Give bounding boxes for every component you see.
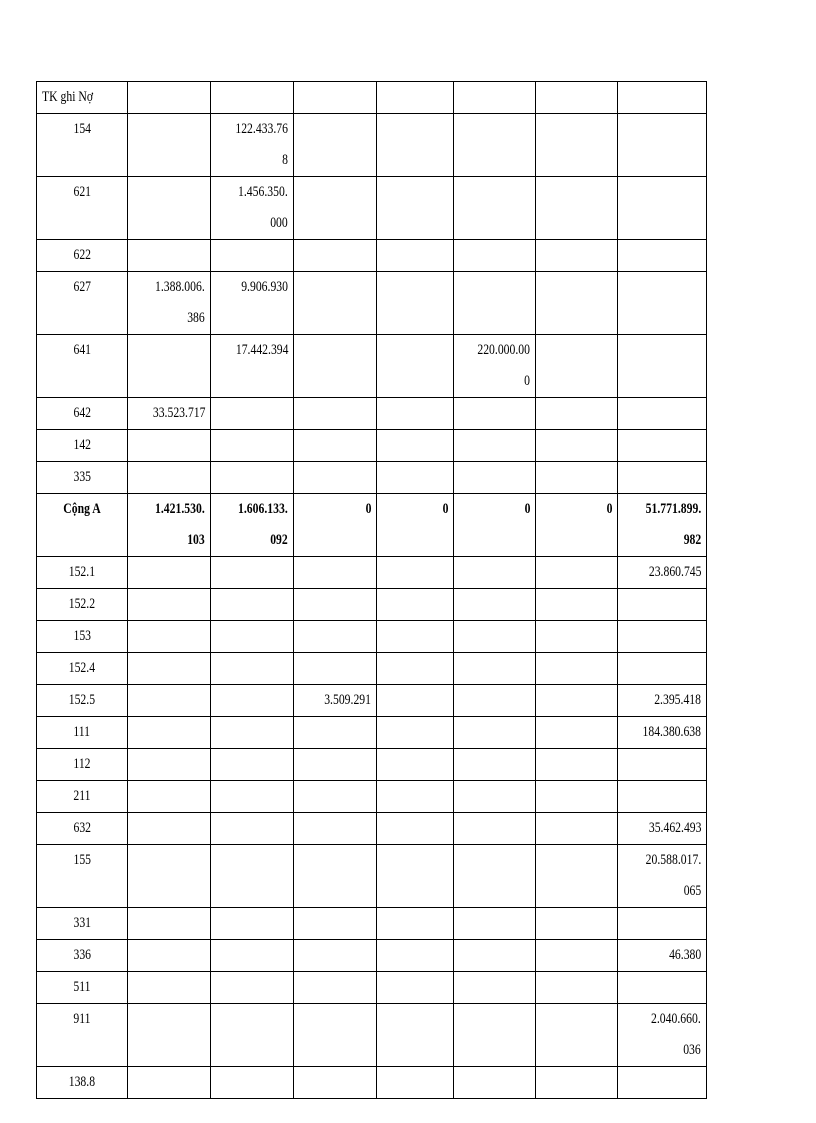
table-row <box>37 177 707 240</box>
amount-cell <box>377 749 454 781</box>
amount-cell <box>211 717 294 749</box>
amount-value: 1.606.133. 092 <box>238 501 288 548</box>
amount-cell <box>211 462 294 494</box>
amount-cell <box>294 240 377 272</box>
amount-value: 35.462.493 <box>648 820 701 836</box>
amount-cell <box>377 1004 454 1067</box>
amount-value: 184.380.638 <box>642 724 701 740</box>
account-cell <box>37 749 128 781</box>
amount-cell <box>454 177 536 240</box>
amount-cell <box>294 462 377 494</box>
table-row <box>37 749 707 781</box>
amount-cell <box>618 621 707 653</box>
account-code: 211 <box>73 788 91 804</box>
amount-cell <box>454 240 536 272</box>
amount-cell <box>128 749 211 781</box>
amount-cell <box>294 621 377 653</box>
amount-cell <box>454 972 536 1004</box>
amount-cell <box>536 177 618 240</box>
amount-cell <box>128 1067 211 1099</box>
table-row <box>37 972 707 1004</box>
amount-cell <box>128 589 211 621</box>
table-row <box>37 940 707 972</box>
amount-cell <box>454 494 536 557</box>
amount-cell <box>128 177 211 240</box>
amount-cell <box>536 653 618 685</box>
amount-cell <box>294 398 377 430</box>
amount-cell <box>211 653 294 685</box>
amount-cell <box>377 335 454 398</box>
amount-cell <box>618 177 707 240</box>
amount-cell <box>211 589 294 621</box>
amount-cell <box>211 972 294 1004</box>
amount-cell <box>294 430 377 462</box>
amount-cell <box>618 335 707 398</box>
header-cell <box>454 82 536 114</box>
amount-cell <box>454 1004 536 1067</box>
amount-cell <box>211 1067 294 1099</box>
account-code: 142 <box>73 437 91 453</box>
amount-cell <box>211 940 294 972</box>
header-label: TK ghi Nợ <box>42 89 94 105</box>
amount-cell <box>128 845 211 908</box>
amount-cell <box>536 430 618 462</box>
amount-cell <box>128 557 211 589</box>
amount-value: 220.000.000 <box>477 342 530 389</box>
amount-cell <box>536 845 618 908</box>
amount-cell <box>128 717 211 749</box>
amount-cell <box>128 653 211 685</box>
header-cell <box>294 82 377 114</box>
amount-cell <box>294 114 377 177</box>
amount-cell <box>536 940 618 972</box>
account-code: 152.4 <box>68 660 96 676</box>
account-cell <box>37 1067 128 1099</box>
amount-cell <box>294 653 377 685</box>
amount-cell <box>294 272 377 335</box>
amount-cell <box>454 335 536 398</box>
amount-cell <box>536 972 618 1004</box>
account-code: 152.2 <box>68 596 96 612</box>
amount-cell <box>454 114 536 177</box>
amount-value: 20.588.017. 065 <box>645 852 701 899</box>
amount-cell <box>454 717 536 749</box>
ledger-table <box>36 81 707 1099</box>
amount-cell <box>377 557 454 589</box>
table-row <box>37 1067 707 1099</box>
amount-cell <box>618 430 707 462</box>
account-code: 155 <box>73 852 91 868</box>
amount-cell <box>377 845 454 908</box>
amount-cell <box>454 557 536 589</box>
account-code: 153 <box>73 628 91 644</box>
account-cell <box>37 589 128 621</box>
account-cell <box>37 114 128 177</box>
amount-cell <box>211 813 294 845</box>
account-cell <box>37 717 128 749</box>
amount-value: 17.442.394 <box>235 342 288 358</box>
account-code: 335 <box>73 469 91 485</box>
amount-cell <box>377 398 454 430</box>
amount-cell <box>536 240 618 272</box>
table-row <box>37 653 707 685</box>
amount-cell <box>128 114 211 177</box>
account-cell <box>37 781 128 813</box>
table-row <box>37 717 707 749</box>
amount-cell <box>211 781 294 813</box>
amount-value: 51.771.899. 982 <box>645 501 701 548</box>
amount-cell <box>454 462 536 494</box>
amount-cell <box>618 845 707 908</box>
account-code: 627 <box>73 279 91 295</box>
amount-cell <box>618 494 707 557</box>
amount-cell <box>294 813 377 845</box>
account-cell <box>37 335 128 398</box>
header-cell <box>536 82 618 114</box>
amount-cell <box>536 462 618 494</box>
amount-cell <box>128 272 211 335</box>
amount-cell <box>294 781 377 813</box>
header-cell <box>618 82 707 114</box>
amount-cell <box>294 177 377 240</box>
table-row <box>37 335 707 398</box>
account-code: 138.8 <box>68 1074 96 1090</box>
amount-cell <box>294 335 377 398</box>
amount-cell <box>377 972 454 1004</box>
account-code: 152.1 <box>68 564 96 580</box>
amount-value: 0 <box>442 501 448 517</box>
amount-cell <box>454 589 536 621</box>
amount-cell <box>294 972 377 1004</box>
amount-value: 1.456.350. 000 <box>238 184 288 231</box>
amount-value: 3.509.291 <box>324 692 371 708</box>
table-row <box>37 621 707 653</box>
amount-cell <box>454 940 536 972</box>
amount-cell <box>618 749 707 781</box>
amount-cell <box>536 114 618 177</box>
amount-cell <box>128 972 211 1004</box>
amount-cell <box>618 398 707 430</box>
amount-cell <box>211 494 294 557</box>
amount-cell <box>128 940 211 972</box>
amount-cell <box>128 908 211 940</box>
account-cell <box>37 845 128 908</box>
account-code: 622 <box>73 247 91 263</box>
amount-cell <box>618 272 707 335</box>
amount-cell <box>377 494 454 557</box>
account-code: 642 <box>73 405 91 421</box>
amount-cell <box>536 557 618 589</box>
amount-cell <box>536 272 618 335</box>
table-row <box>37 813 707 845</box>
amount-cell <box>128 398 211 430</box>
amount-cell <box>454 749 536 781</box>
amount-cell <box>618 1067 707 1099</box>
amount-cell <box>294 589 377 621</box>
amount-cell <box>294 494 377 557</box>
amount-cell <box>454 781 536 813</box>
amount-cell <box>377 177 454 240</box>
amount-cell <box>128 430 211 462</box>
account-cell <box>37 557 128 589</box>
table-row <box>37 494 707 557</box>
amount-value: 0 <box>524 501 530 517</box>
account-cell <box>37 685 128 717</box>
amount-cell <box>377 1067 454 1099</box>
amount-cell <box>294 1004 377 1067</box>
amount-cell <box>454 1067 536 1099</box>
amount-cell <box>618 972 707 1004</box>
amount-cell <box>618 940 707 972</box>
amount-cell <box>618 1004 707 1067</box>
header-cell <box>377 82 454 114</box>
amount-value: 1.388.006. 386 <box>155 279 205 326</box>
account-cell <box>37 494 128 557</box>
amount-cell <box>211 335 294 398</box>
amount-value: 46.380 <box>668 947 701 963</box>
account-code: 112 <box>73 756 91 772</box>
amount-value: 33.523.717 <box>152 405 205 421</box>
table-row <box>37 398 707 430</box>
amount-cell <box>211 908 294 940</box>
amount-cell <box>536 749 618 781</box>
account-code: 154 <box>73 121 91 137</box>
amount-cell <box>377 685 454 717</box>
header-cell <box>128 82 211 114</box>
amount-cell <box>377 813 454 845</box>
table-row <box>37 908 707 940</box>
account-cell <box>37 240 128 272</box>
amount-cell <box>128 335 211 398</box>
amount-cell <box>377 940 454 972</box>
amount-value: 1.421.530. 103 <box>155 501 205 548</box>
amount-cell <box>377 430 454 462</box>
amount-cell <box>377 272 454 335</box>
table-row <box>37 114 707 177</box>
amount-cell <box>128 240 211 272</box>
amount-value: 9.906.930 <box>241 279 288 295</box>
account-code: Cộng A <box>63 501 101 517</box>
amount-cell <box>377 621 454 653</box>
account-cell <box>37 430 128 462</box>
account-cell <box>37 398 128 430</box>
header-label-cell <box>37 82 128 114</box>
account-code: 111 <box>73 724 91 740</box>
amount-cell <box>618 462 707 494</box>
amount-cell <box>536 398 618 430</box>
amount-cell <box>211 685 294 717</box>
amount-cell <box>211 621 294 653</box>
amount-cell <box>377 240 454 272</box>
amount-cell <box>536 1004 618 1067</box>
account-code: 336 <box>73 947 91 963</box>
amount-cell <box>618 717 707 749</box>
amount-cell <box>294 557 377 589</box>
account-code: 632 <box>73 820 91 836</box>
amount-cell <box>536 1067 618 1099</box>
amount-cell <box>211 430 294 462</box>
amount-value: 122.433.768 <box>235 121 288 168</box>
amount-cell <box>128 813 211 845</box>
table-row <box>37 240 707 272</box>
amount-cell <box>454 621 536 653</box>
amount-cell <box>128 621 211 653</box>
account-code: 911 <box>73 1011 91 1027</box>
table-row <box>37 1004 707 1067</box>
amount-cell <box>128 685 211 717</box>
amount-cell <box>454 685 536 717</box>
amount-cell <box>536 621 618 653</box>
amount-cell <box>377 653 454 685</box>
header-cell <box>211 82 294 114</box>
account-cell <box>37 972 128 1004</box>
table-row <box>37 430 707 462</box>
amount-cell <box>377 781 454 813</box>
account-cell <box>37 621 128 653</box>
amount-cell <box>618 557 707 589</box>
amount-cell <box>294 845 377 908</box>
amount-cell <box>211 749 294 781</box>
amount-value: 0 <box>606 501 612 517</box>
table-row <box>37 589 707 621</box>
account-cell <box>37 462 128 494</box>
table-row <box>37 685 707 717</box>
amount-cell <box>536 685 618 717</box>
account-cell <box>37 272 128 335</box>
account-code: 511 <box>73 979 91 995</box>
amount-cell <box>536 813 618 845</box>
amount-cell <box>377 462 454 494</box>
header-row <box>37 82 707 114</box>
amount-cell <box>211 557 294 589</box>
account-code: 641 <box>73 342 91 358</box>
amount-cell <box>377 114 454 177</box>
amount-cell <box>294 1067 377 1099</box>
amount-cell <box>211 177 294 240</box>
amount-cell <box>377 717 454 749</box>
amount-cell <box>618 781 707 813</box>
amount-cell <box>618 685 707 717</box>
amount-cell <box>618 908 707 940</box>
amount-cell <box>454 845 536 908</box>
amount-cell <box>211 1004 294 1067</box>
amount-cell <box>536 717 618 749</box>
amount-cell <box>294 685 377 717</box>
amount-cell <box>128 462 211 494</box>
amount-cell <box>618 240 707 272</box>
table-row <box>37 272 707 335</box>
amount-cell <box>294 908 377 940</box>
amount-cell <box>454 653 536 685</box>
amount-cell <box>377 589 454 621</box>
amount-cell <box>618 114 707 177</box>
amount-cell <box>454 430 536 462</box>
table-row <box>37 557 707 589</box>
amount-cell <box>128 494 211 557</box>
amount-cell <box>211 272 294 335</box>
amount-cell <box>211 398 294 430</box>
account-cell <box>37 1004 128 1067</box>
account-cell <box>37 940 128 972</box>
amount-cell <box>294 749 377 781</box>
amount-cell <box>618 653 707 685</box>
amount-cell <box>454 813 536 845</box>
amount-cell <box>536 494 618 557</box>
amount-value: 2.395.418 <box>654 692 701 708</box>
amount-cell <box>536 781 618 813</box>
amount-value: 0 <box>365 501 371 517</box>
amount-cell <box>536 335 618 398</box>
amount-cell <box>618 589 707 621</box>
amount-cell <box>618 813 707 845</box>
amount-cell <box>454 272 536 335</box>
amount-cell <box>377 908 454 940</box>
account-cell <box>37 813 128 845</box>
amount-cell <box>294 717 377 749</box>
amount-cell <box>211 114 294 177</box>
amount-cell <box>211 240 294 272</box>
account-code: 331 <box>73 915 91 931</box>
amount-cell <box>536 908 618 940</box>
amount-value: 23.860.745 <box>648 564 701 580</box>
account-cell <box>37 653 128 685</box>
table-row <box>37 781 707 813</box>
account-code: 621 <box>73 184 91 200</box>
amount-cell <box>128 781 211 813</box>
account-cell <box>37 177 128 240</box>
table-row <box>37 462 707 494</box>
amount-cell <box>454 398 536 430</box>
amount-cell <box>536 589 618 621</box>
amount-cell <box>211 845 294 908</box>
amount-cell <box>294 940 377 972</box>
account-code: 152.5 <box>68 692 96 708</box>
account-cell <box>37 908 128 940</box>
table-row <box>37 845 707 908</box>
amount-cell <box>454 908 536 940</box>
amount-cell <box>128 1004 211 1067</box>
amount-value: 2.040.660. 036 <box>651 1011 701 1058</box>
